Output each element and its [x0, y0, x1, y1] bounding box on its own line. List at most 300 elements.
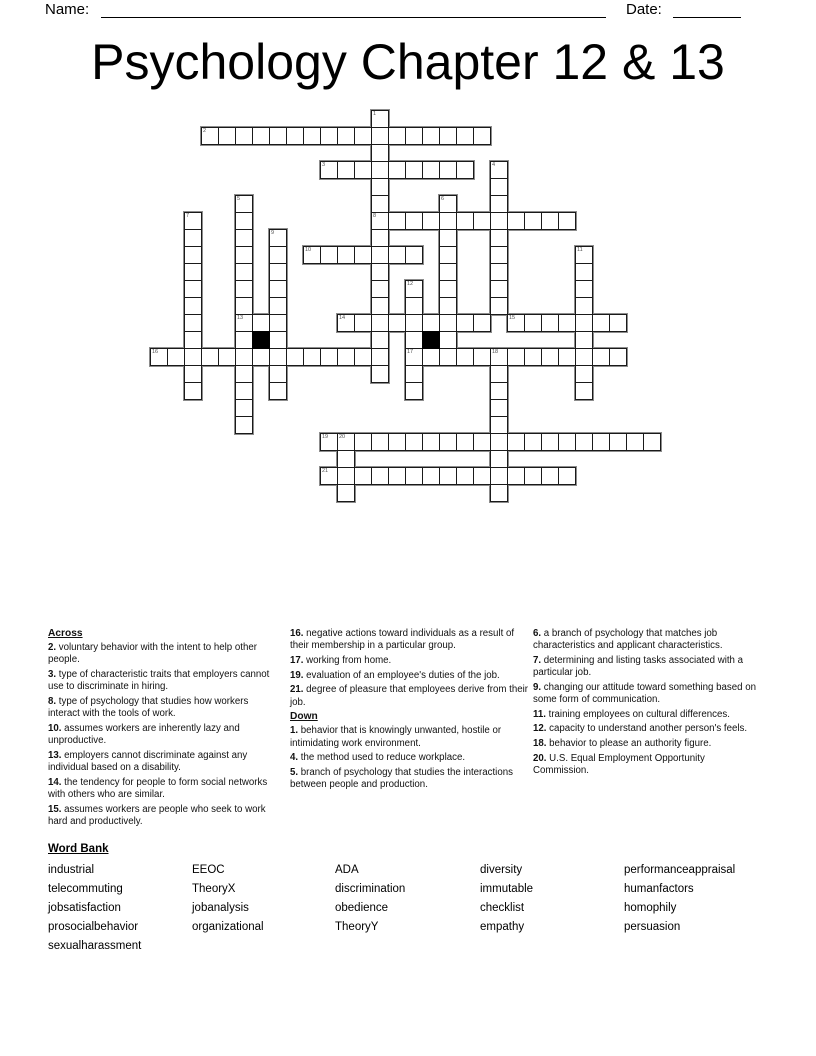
crossword-cell — [405, 314, 423, 332]
word-bank-item: obedience — [335, 902, 389, 914]
crossword-cell — [439, 246, 457, 264]
crossword-cell — [269, 365, 287, 383]
clue-10: 10. assumes workers are inherently lazy and unproductive. — [48, 722, 240, 747]
crossword-cell — [490, 467, 508, 485]
crossword-cell — [609, 314, 627, 332]
crossword-cell — [184, 348, 202, 366]
crossword-cell — [371, 144, 389, 162]
clues-column-1 — [48, 628, 280, 831]
crossword-cell — [507, 212, 525, 230]
clue-20: 20. U.S. Equal Employment Opportunity Commission. — [533, 752, 705, 777]
crossword-cell-number: 4 — [492, 162, 496, 168]
crossword-cell — [252, 127, 270, 145]
crossword-cell — [201, 127, 219, 145]
crossword-cell — [354, 433, 372, 451]
crossword-cell — [405, 297, 423, 315]
crossword-cell — [337, 314, 355, 332]
crossword-cell — [184, 280, 202, 298]
crossword-cell — [490, 484, 508, 502]
page-title: Psychology Chapter 12 & 13 — [91, 34, 725, 90]
crossword-cell — [303, 246, 321, 264]
crossword-cell — [388, 246, 406, 264]
clue-8: 8. type of psychology that studies how workers interact with the tools of work. — [48, 696, 249, 720]
clue-number: 6. — [533, 628, 544, 639]
crossword-cell — [235, 331, 253, 349]
crossword-cell — [558, 314, 576, 332]
crossword-cell — [371, 280, 389, 298]
word-bank-item: homophily — [624, 902, 677, 914]
crossword-cell — [371, 263, 389, 281]
crossword-cell — [405, 161, 423, 179]
crossword-cell — [337, 433, 355, 451]
crossword-cell — [490, 229, 508, 247]
crossword-cell — [218, 127, 236, 145]
crossword-cell — [575, 331, 593, 349]
crossword-cell — [575, 365, 593, 383]
crossword-cell — [337, 127, 355, 145]
crossword-cell-number: 15 — [509, 315, 516, 321]
crossword-cell-number: 14 — [339, 315, 346, 321]
crossword-cell — [524, 314, 542, 332]
crossword-cell — [405, 246, 423, 264]
crossword-cell — [371, 433, 389, 451]
clue-number: 19. — [290, 669, 307, 681]
crossword-cell — [405, 212, 423, 230]
word-bank-item: prosocialbehavior — [48, 921, 139, 933]
word-bank-item: immutable — [480, 883, 534, 895]
clue-17: 17. working from home. — [290, 654, 392, 666]
crossword-cell — [422, 433, 440, 451]
crossword-cell-number: 19 — [322, 434, 329, 440]
crossword-cell — [235, 229, 253, 247]
crossword-cell — [473, 433, 491, 451]
crossword-cell — [558, 348, 576, 366]
crossword-cell — [269, 263, 287, 281]
clue-number: 14. — [48, 776, 65, 788]
crossword-cell — [490, 416, 508, 434]
name-blank-line — [101, 17, 606, 18]
crossword-cell-number: 5 — [237, 196, 241, 202]
crossword-cell — [405, 280, 423, 298]
crossword-cell — [575, 263, 593, 281]
crossword-cell — [456, 467, 474, 485]
crossword-cell — [541, 467, 559, 485]
crossword-cell — [524, 433, 542, 451]
crossword-cell — [422, 212, 440, 230]
crossword-cell — [456, 127, 474, 145]
crossword-cell — [320, 433, 338, 451]
crossword-cell — [184, 212, 202, 230]
crossword-cell — [541, 433, 559, 451]
crossword-cell — [405, 348, 423, 366]
crossword-cell — [473, 212, 491, 230]
name-label: Name: — [45, 1, 90, 18]
crossword-cell — [354, 348, 372, 366]
crossword-cell — [490, 399, 508, 417]
clue-number: 7. — [533, 654, 544, 666]
crossword-cell — [405, 382, 423, 400]
crossword-cell — [575, 314, 593, 332]
crossword-cell — [354, 161, 372, 179]
word-bank-item: persuasion — [624, 921, 681, 933]
crossword-cell — [235, 314, 253, 332]
crossword-cell — [371, 161, 389, 179]
crossword-cell — [371, 246, 389, 264]
crossword-cell-number: 16 — [152, 349, 159, 355]
clue-number: 18. — [533, 738, 550, 750]
crossword-cell — [252, 348, 270, 366]
crossword-cell — [388, 314, 406, 332]
word-bank-item: humanfactors — [624, 883, 694, 895]
down-clues-header: Down — [290, 711, 318, 723]
crossword-cell — [235, 348, 253, 366]
clue-number: 5. — [290, 767, 301, 779]
crossword-cell — [439, 348, 457, 366]
clue-number: 17. — [290, 654, 307, 666]
crossword-cell — [490, 382, 508, 400]
clue-number: 21. — [290, 684, 307, 696]
crossword-cell — [507, 348, 525, 366]
crossword-cell-number: 8 — [373, 213, 377, 219]
clue-12: 12. capacity to understand another person's feels. — [533, 723, 748, 735]
clue-21: 21. degree of pleasure that employees derive from their job. — [290, 684, 529, 708]
word-bank-item: ADA — [335, 864, 359, 876]
crossword-cell — [371, 331, 389, 349]
crossword-cell — [337, 484, 355, 502]
clue-15: 15. assumes workers are people who seek to work hard and productively. — [48, 803, 266, 827]
crossword-cell — [235, 399, 253, 417]
crossword-cell — [439, 127, 457, 145]
clue-16: 16. negative actions toward individuals as a result of their membership in a particular group. — [290, 628, 515, 652]
crossword-cell — [303, 127, 321, 145]
crossword-cell — [439, 229, 457, 247]
clue-number: 11. — [533, 708, 549, 720]
crossword-cell — [371, 365, 389, 383]
crossword-cell — [184, 263, 202, 281]
crossword-cell-number: 21 — [322, 468, 329, 474]
crossword-cell — [184, 314, 202, 332]
crossword-cell-number: 17 — [407, 349, 414, 355]
crossword-cell — [235, 382, 253, 400]
crossword-cell — [320, 127, 338, 145]
crossword-cell — [371, 178, 389, 196]
crossword-cell — [473, 314, 491, 332]
crossword-cell — [184, 246, 202, 264]
clue-number: 8. — [48, 696, 59, 708]
crossword-cell — [575, 280, 593, 298]
crossword-cell — [575, 297, 593, 315]
crossword-cell-number: 3 — [322, 162, 326, 168]
word-bank-item: performanceappraisal — [624, 864, 736, 876]
crossword-cell — [235, 195, 253, 213]
clue-14: 14. the tendency for people to form social networks with others who are similar. — [48, 776, 268, 800]
crossword-cell — [286, 127, 304, 145]
crossword-cell — [269, 127, 287, 145]
crossword-cell-number: 6 — [441, 196, 445, 202]
word-bank-item: checklist — [480, 902, 525, 914]
crossword-cell — [201, 348, 219, 366]
word-bank-item: industrial — [48, 864, 95, 876]
crossword-cell — [371, 348, 389, 366]
crossword-cell — [473, 348, 491, 366]
crossword-cell — [320, 467, 338, 485]
clue-number: 10. — [48, 722, 65, 734]
crossword-cell-number: 20 — [339, 434, 346, 440]
crossword-cell — [490, 263, 508, 281]
clue-number: 15. — [48, 803, 65, 815]
clue-number: 20. — [533, 752, 550, 764]
clue-number: 3. — [48, 669, 59, 681]
clues-column-3 — [533, 628, 759, 780]
crossword-cell — [269, 382, 287, 400]
crossword-cell — [575, 382, 593, 400]
clues-column-2 — [290, 628, 530, 794]
crossword-cell — [456, 314, 474, 332]
crossword-cell — [320, 246, 338, 264]
word-bank-item: telecommuting — [48, 883, 123, 895]
crossword-cell — [490, 161, 508, 179]
crossword-cell — [388, 467, 406, 485]
crossword-cell — [490, 297, 508, 315]
crossword-cell — [354, 246, 372, 264]
clue-7: 7. determining and listing tasks associated with a particular job. — [533, 654, 744, 679]
across-clues-header: Across — [48, 628, 83, 639]
word-bank-item: empathy — [480, 921, 525, 933]
word-bank-item: jobanalysis — [192, 902, 249, 914]
crossword-cell — [405, 331, 423, 349]
crossword-cell — [371, 212, 389, 230]
crossword-cell — [490, 195, 508, 213]
crossword-cell — [507, 433, 525, 451]
crossword-cell — [422, 348, 440, 366]
crossword-cell — [456, 433, 474, 451]
clue-3: 3. type of characteristic traits that employers cannot use to discriminate in hiring. — [48, 669, 270, 693]
crossword-cell — [490, 433, 508, 451]
clue-13: 13. employers cannot discriminate against any individual based on a disability. — [48, 749, 248, 774]
crossword-cell — [490, 246, 508, 264]
crossword-cell — [269, 314, 287, 332]
crossword-cell — [218, 348, 236, 366]
crossword-cell — [337, 467, 355, 485]
crossword-cell — [184, 382, 202, 400]
crossword-cell — [541, 314, 559, 332]
clue-1: 1. behavior that is knowingly unwanted, hostile or intimidating work environment. — [290, 725, 502, 749]
crossword-cell — [405, 365, 423, 383]
crossword-cell — [269, 297, 287, 315]
crossword-cell — [371, 127, 389, 145]
clue-2: 2. voluntary behavior with the intent to help other people. — [48, 642, 257, 666]
clue-number: 13. — [48, 749, 65, 761]
crossword-cell — [337, 246, 355, 264]
crossword-cell — [490, 348, 508, 366]
crossword-cell — [422, 467, 440, 485]
crossword-cell — [235, 246, 253, 264]
crossword-cell — [439, 195, 457, 213]
crossword-cell — [524, 467, 542, 485]
crossword-cell — [558, 467, 576, 485]
crossword-cell — [439, 433, 457, 451]
crossword-cell — [371, 314, 389, 332]
crossword-cell — [337, 348, 355, 366]
crossword-cell — [269, 246, 287, 264]
crossword-cell — [388, 212, 406, 230]
crossword-cell — [507, 314, 525, 332]
crossword-cell — [337, 450, 355, 468]
crossword-cell-number: 1 — [373, 111, 377, 117]
crossword-cell — [405, 433, 423, 451]
crossword-cell-number: 9 — [271, 230, 275, 236]
crossword-cell — [541, 348, 559, 366]
crossword-cell — [235, 127, 253, 145]
crossword-cell — [371, 297, 389, 315]
crossword-cell — [558, 433, 576, 451]
crossword-black-cell — [422, 331, 440, 349]
crossword-cell — [643, 433, 661, 451]
crossword-cell-number: 18 — [492, 349, 499, 355]
crossword-cell-number: 11 — [577, 247, 583, 253]
crossword-cell — [456, 348, 474, 366]
crossword-cell — [388, 161, 406, 179]
clue-number: 4. — [290, 752, 301, 764]
clue-number: 9. — [533, 681, 544, 693]
crossword-cell — [405, 127, 423, 145]
crossword-cell — [575, 246, 593, 264]
clue-number: 1. — [290, 725, 301, 737]
crossword-cell — [150, 348, 168, 366]
crossword-cell — [320, 161, 338, 179]
crossword-cell — [405, 467, 423, 485]
crossword-cell — [439, 467, 457, 485]
crossword-cell — [575, 433, 593, 451]
crossword-cell — [320, 348, 338, 366]
crossword-cell — [439, 297, 457, 315]
crossword-cell — [371, 110, 389, 128]
word-bank-item: TheoryY — [335, 921, 379, 933]
crossword-cell — [592, 433, 610, 451]
crossword-cell — [184, 331, 202, 349]
crossword-cell — [473, 127, 491, 145]
crossword-cell — [439, 314, 457, 332]
crossword-cell-number: 2 — [203, 128, 207, 134]
crossword-cell — [422, 127, 440, 145]
crossword-cell — [473, 467, 491, 485]
crossword-cell — [439, 331, 457, 349]
crossword-cell — [490, 450, 508, 468]
crossword-cell — [354, 467, 372, 485]
crossword-cell — [592, 314, 610, 332]
crossword-cell — [371, 229, 389, 247]
clue-18: 18. behavior to please an authority figure. — [533, 738, 712, 750]
word-bank — [48, 843, 788, 959]
crossword-cell — [371, 467, 389, 485]
word-bank-header: Word Bank — [48, 843, 109, 855]
crossword-black-cell — [252, 331, 270, 349]
crossword-cell — [235, 416, 253, 434]
crossword-cell — [252, 314, 270, 332]
word-bank-item: sexualharassment — [48, 940, 142, 952]
crossword-cell — [235, 263, 253, 281]
crossword-cell — [303, 348, 321, 366]
crossword-cell — [269, 348, 287, 366]
crossword-cell-number: 12 — [407, 281, 414, 287]
crossword-cell — [490, 212, 508, 230]
crossword-cell — [354, 314, 372, 332]
word-bank-item: organizational — [192, 921, 264, 933]
crossword-cell — [490, 365, 508, 383]
clue-number: 12. — [533, 723, 550, 735]
crossword-cell — [388, 433, 406, 451]
crossword-cell — [337, 161, 355, 179]
date-blank-line — [673, 17, 741, 18]
crossword-cell-number: 13 — [237, 315, 244, 321]
crossword-cell — [269, 229, 287, 247]
crossword-cell-number: 7 — [186, 213, 190, 219]
crossword-cell — [626, 433, 644, 451]
crossword-cell — [439, 212, 457, 230]
crossword-cell — [609, 348, 627, 366]
crossword-cell — [184, 365, 202, 383]
crossword-cell — [167, 348, 185, 366]
crossword-grid — [150, 110, 662, 503]
crossword-cell — [575, 348, 593, 366]
crossword-cell — [422, 161, 440, 179]
date-label: Date: — [626, 1, 662, 18]
crossword-cell — [558, 212, 576, 230]
crossword-cell — [592, 348, 610, 366]
clue-19: 19. evaluation of an employee's duties of the job. — [290, 669, 500, 681]
clue-number: 16. — [290, 628, 307, 639]
word-bank-item: TheoryX — [192, 883, 236, 895]
crossword-cell — [422, 314, 440, 332]
word-bank-item: diversity — [480, 864, 523, 876]
crossword-cell — [184, 297, 202, 315]
crossword-cell — [269, 331, 287, 349]
crossword-cell — [439, 263, 457, 281]
crossword-cell — [354, 127, 372, 145]
clue-4: 4. the method used to reduce workplace. — [290, 752, 466, 764]
crossword-cell — [456, 161, 474, 179]
crossword-cell — [456, 212, 474, 230]
crossword-cell — [388, 127, 406, 145]
crossword-cell — [371, 195, 389, 213]
word-bank-list — [48, 864, 788, 959]
word-bank-item: jobsatisfaction — [48, 902, 121, 914]
clue-number: 2. — [48, 642, 59, 654]
crossword-cell — [235, 365, 253, 383]
word-bank-item: discrimination — [335, 883, 406, 895]
clue-6: 6. a branch of psychology that matches job characteristics and applicant characteristics. — [533, 628, 723, 652]
clue-11: 11. training employees on cultural differences. — [533, 708, 730, 720]
crossword-cell — [439, 161, 457, 179]
crossword-cell — [235, 297, 253, 315]
crossword-cell — [490, 280, 508, 298]
crossword-cell — [286, 348, 304, 366]
crossword-cell — [490, 178, 508, 196]
clue-9: 9. changing our attitude toward something based on some form of communication. — [533, 681, 756, 706]
crossword-cell — [609, 433, 627, 451]
crossword-cell — [184, 229, 202, 247]
crossword-cell-number: 10 — [305, 247, 312, 253]
crossword-cell — [235, 212, 253, 230]
crossword-cell — [507, 467, 525, 485]
word-bank-item: EEOC — [192, 864, 225, 876]
crossword-cell — [235, 280, 253, 298]
crossword-cell — [524, 212, 542, 230]
crossword-cell — [541, 212, 559, 230]
crossword-cell — [524, 348, 542, 366]
clue-5: 5. branch of psychology that studies the interactions between people and production. — [290, 767, 513, 791]
crossword-cell — [439, 280, 457, 298]
